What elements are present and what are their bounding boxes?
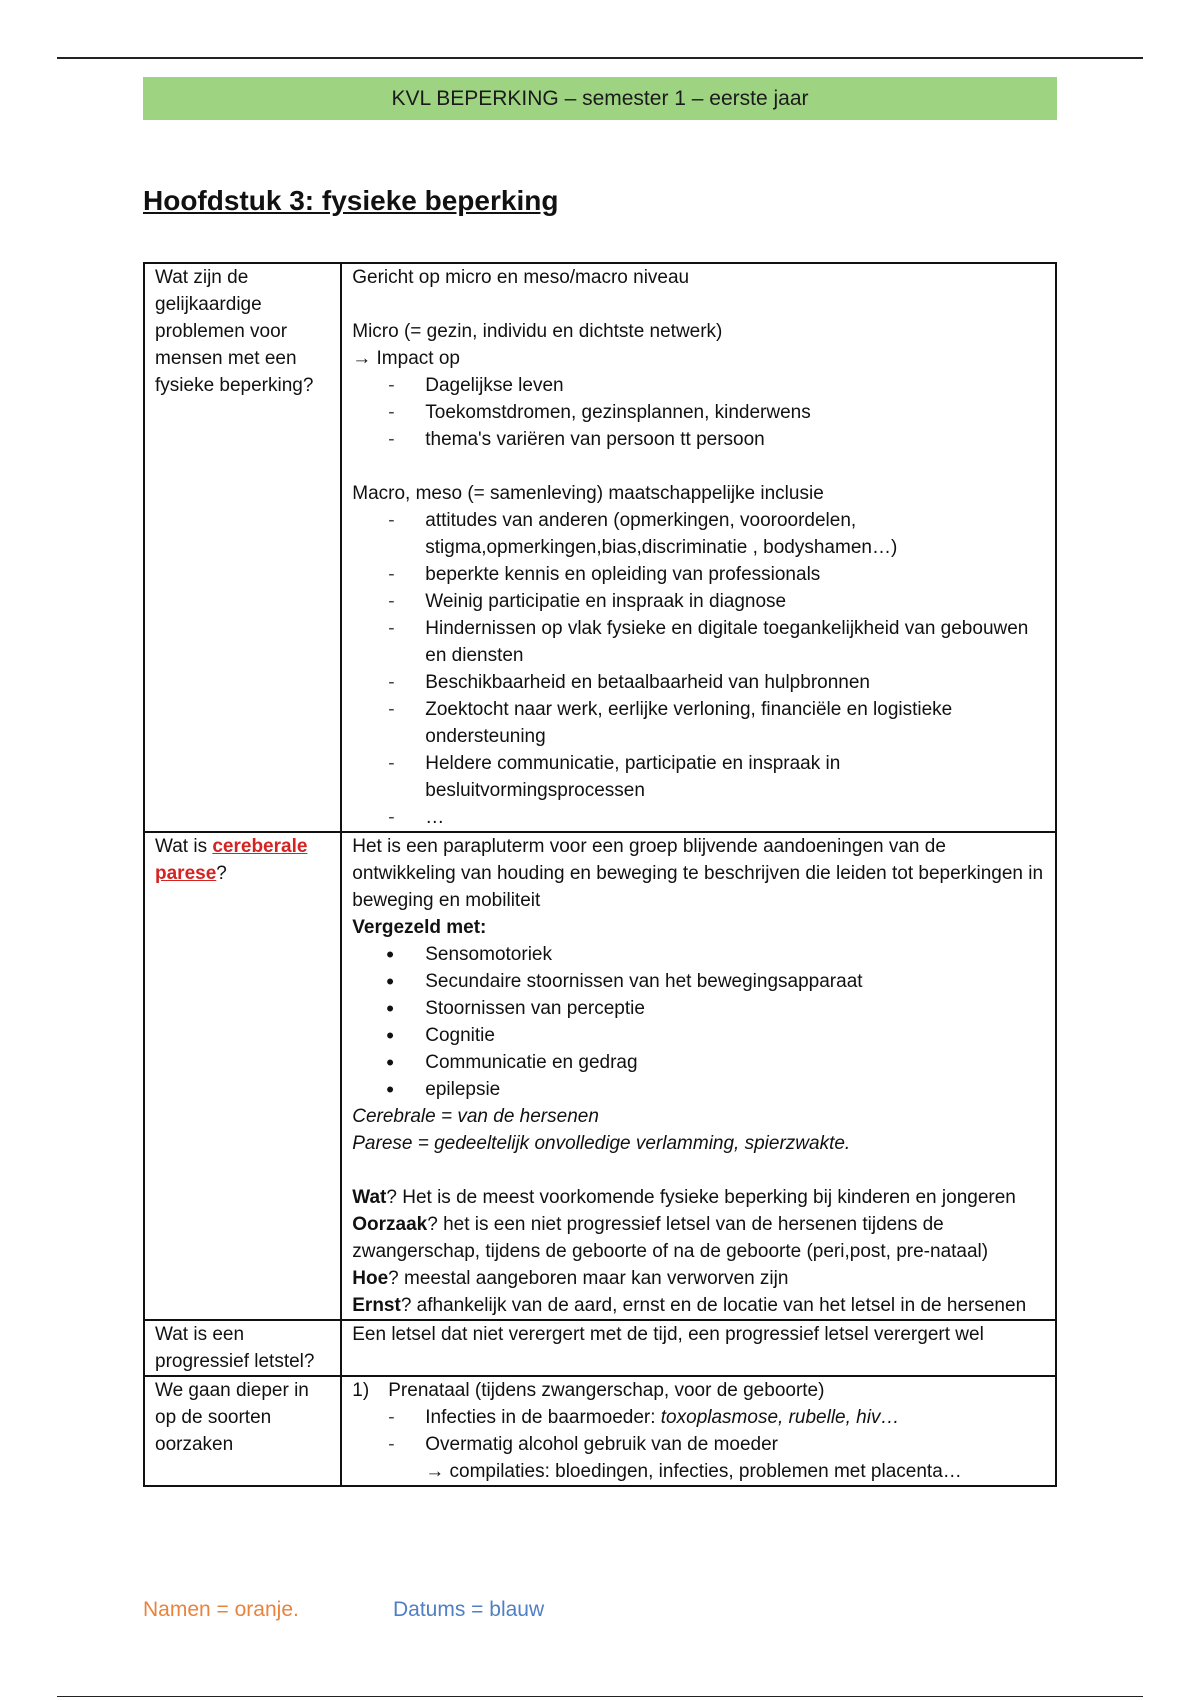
list-item: - Weinig participatie en inspraak in diagnose bbox=[352, 588, 1045, 615]
numbered-item bbox=[352, 1377, 1045, 1404]
wat-text: ? Het is de meest voorkomende fysieke beperking bij kinderen en jongeren bbox=[386, 1187, 1016, 1208]
oorzaak-line bbox=[352, 1211, 1045, 1265]
cause-examples: toxoplasmose, rubelle, hiv… bbox=[660, 1407, 900, 1428]
ernst-label: Ernst bbox=[352, 1295, 401, 1316]
list-item: • Stoornissen van perceptie bbox=[352, 995, 1045, 1022]
table-row bbox=[144, 1320, 1056, 1376]
chapter-title: Hoofdstuk 3: fysieke beperking bbox=[143, 185, 559, 216]
course-banner bbox=[143, 77, 1057, 120]
macro-list bbox=[352, 507, 1045, 831]
list-item bbox=[352, 1404, 1045, 1431]
list-item: - Dagelijkse leven bbox=[352, 372, 1045, 399]
list-item: • Secundaire stoornissen van het bewegingsapparaat bbox=[352, 968, 1045, 995]
oorzaak-text: ? het is een niet progressief letsel van de hersenen tijdens de zwangerschap, tijdens de geboorte of na de geboorte (peri,post, pre-nataal) bbox=[352, 1214, 989, 1262]
question-cell: We gaan dieper in op de soorten oorzaken bbox=[144, 1376, 341, 1486]
ernst-line bbox=[352, 1292, 1045, 1319]
list-item: • Communicatie en gedrag bbox=[352, 1049, 1045, 1076]
question-suffix: ? bbox=[216, 863, 227, 884]
ernst-text: ? afhankelijk van de aard, ernst en de locatie van het letsel in de hersenen bbox=[400, 1295, 1027, 1316]
table-row bbox=[144, 1376, 1056, 1486]
intro-text: Gericht op micro en meso/macro niveau bbox=[352, 267, 690, 288]
list-item: - Beschikbaarheid en betaalbaarheid van hulpbronnen bbox=[352, 669, 1045, 696]
cause-prefix: Infecties in de baarmoeder: bbox=[425, 1407, 661, 1428]
list-item: - Heldere communicatie, participatie en inspraak in besluitvormingsprocessen bbox=[352, 750, 1045, 804]
micro-list bbox=[352, 372, 1045, 453]
micro-title: Micro (= gezin, individu en dichtste netwerk) bbox=[352, 321, 723, 342]
list-item: - Overmatig alcohol gebruik van de moeder bbox=[352, 1431, 1045, 1458]
table-row bbox=[144, 832, 1056, 1320]
list-item: • Cognitie bbox=[352, 1022, 1045, 1049]
answer-cell bbox=[341, 1376, 1056, 1486]
list-item: - Toekomstdromen, gezinsplannen, kinderwens bbox=[352, 399, 1045, 426]
complications-line: → compilaties: bloedingen, infecties, problemen met placenta… bbox=[425, 1461, 962, 1482]
list-item: - Hindernissen op vlak fysieke en digitale toegankelijkheid van gebouwen en diensten bbox=[352, 615, 1045, 669]
question-cell bbox=[144, 832, 341, 1320]
list-item: - Zoektocht naar werk, eerlijke verloning, financiële en logistieke ondersteuning bbox=[352, 696, 1045, 750]
parese-definition: Parese = gedeeltelijk onvolledige verlamming, spierzwakte. bbox=[352, 1133, 851, 1154]
legend-names: Namen = oranje. bbox=[143, 1598, 299, 1621]
answer-cell bbox=[341, 832, 1056, 1320]
list-item: • Sensomotoriek bbox=[352, 941, 1045, 968]
hoe-line bbox=[352, 1265, 1045, 1292]
answer-cell bbox=[341, 263, 1056, 832]
bottom-rule bbox=[57, 1696, 1143, 1697]
answer-cell: Een letsel dat niet verergert met de tijd, een progressief letsel verergert wel bbox=[341, 1320, 1056, 1376]
list-item: - beperkte kennis en opleiding van professionals bbox=[352, 561, 1045, 588]
list-item: - attitudes van anderen (opmerkingen, vooroordelen, stigma,opmerkingen,bias,discriminatie , bodyshamen…) bbox=[352, 507, 1045, 561]
list-item: - thema's variëren van persoon tt persoon bbox=[352, 426, 1045, 453]
course-banner-text: KVL BEPERKING – semester 1 – eerste jaar bbox=[391, 86, 809, 110]
question-cell: Wat is een progressief letstel? bbox=[144, 1320, 341, 1376]
wat-line bbox=[352, 1184, 1045, 1211]
key-term: cereberale parese bbox=[155, 836, 308, 884]
hoe-label: Hoe bbox=[352, 1268, 389, 1289]
micro-arrow: → Impact op bbox=[352, 348, 460, 369]
cerebrale-definition: Cerebrale = van de hersenen bbox=[352, 1106, 599, 1127]
top-rule bbox=[57, 57, 1143, 59]
list-item: - … bbox=[352, 804, 1045, 831]
hoe-text: ? meestal aangeboren maar kan verworven zijn bbox=[388, 1268, 789, 1289]
qa-table bbox=[143, 262, 1057, 1487]
accompanied-list bbox=[352, 941, 1045, 1103]
item-text: Prenataal (tijdens zwangerschap, voor de geboorte) bbox=[388, 1380, 825, 1401]
definition-text: Het is een parapluterm voor een groep blijvende aandoeningen van de ontwikkeling van houding en beweging te beschrijven die leiden tot beperkingen in beweging en mobiliteit bbox=[352, 836, 1044, 911]
list-item: • epilepsie bbox=[352, 1076, 1045, 1103]
oorzaak-label: Oorzaak bbox=[352, 1214, 428, 1235]
accompanied-label: Vergezeld met: bbox=[352, 917, 487, 938]
question-cell: Wat zijn de gelijkaardige problemen voor mensen met een fysieke beperking? bbox=[144, 263, 341, 832]
question-prefix: Wat is bbox=[155, 836, 213, 857]
item-number: 1) bbox=[352, 1380, 370, 1401]
macro-title: Macro, meso (= samenleving) maatschappelijke inclusie bbox=[352, 483, 824, 504]
legend-dates: Datums = blauw bbox=[393, 1598, 545, 1621]
causes-list bbox=[352, 1404, 1045, 1458]
table-row bbox=[144, 263, 1056, 832]
wat-label: Wat bbox=[352, 1187, 387, 1208]
